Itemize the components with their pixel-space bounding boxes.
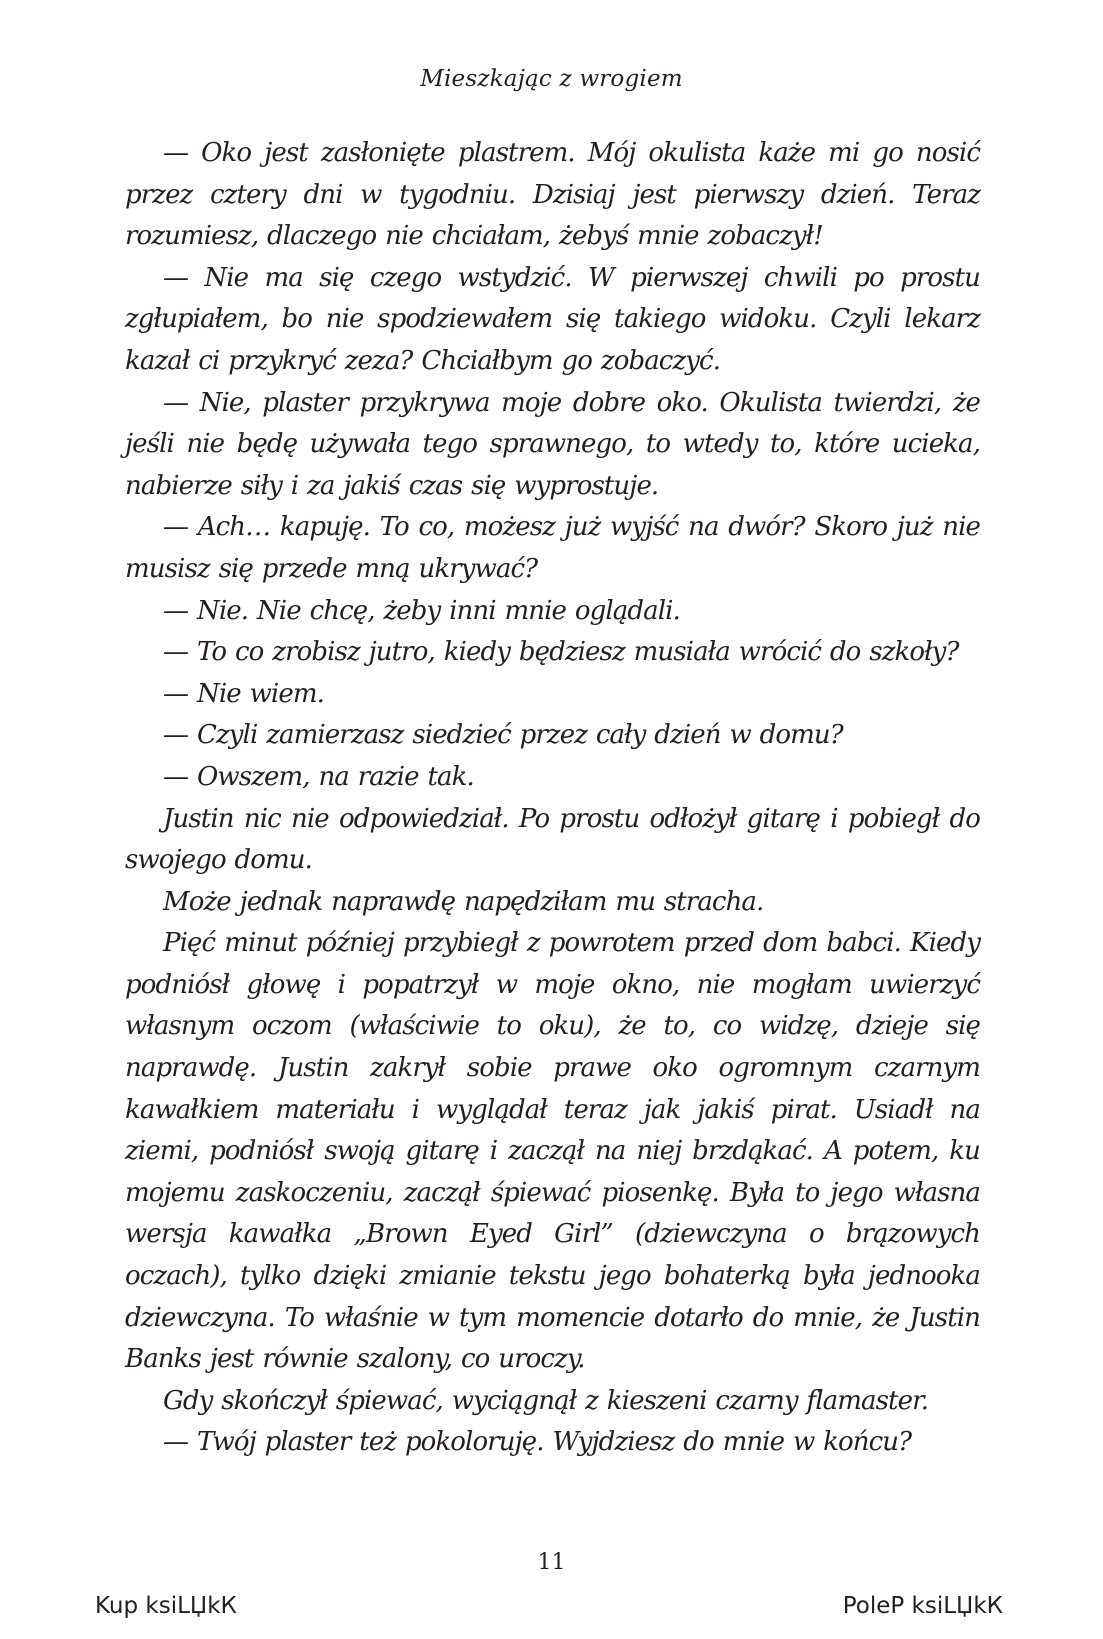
paragraph: — Oko jest zasłonięte plastrem. Mój okulista każe mi go nosić przez cztery dni w tygodniu. Dzisiaj jest pierwszy dzień. Teraz rozumiesz, dlaczego nie chciałam, żebyś mnie zobaczył! [125,138,980,252]
body-text [125,133,980,1464]
paragraph: — Nie wiem. [163,678,324,709]
paragraph: Może jednak naprawdę napędziłam mu stracha. [163,886,764,917]
buy-book-link[interactable]: Kup ksiLЏkК [95,1593,237,1619]
paragraph: — Nie ma się czego wstydzić. W pierwszej chwili po prostu zgłupiałem, bo nie spodziewałem się takiego widoku. Czyli lekarz kazał ci przykryć zeza? Chciałbym go zobaczyć. [125,262,980,376]
paragraph: — Ach… kapuję. To co, możesz już wyjść na dwór? Skoro już nie musisz się przede mną ukrywać? [125,512,980,584]
paragraph: Pięć minut później przybiegł z powrotem przed dom babci. Kiedy podniósł głowę i popatrzył w moje okno, nie mogłam uwierzyć własnym oczom (właściwie to oku), że to, co widzę, dzieje się naprawdę. Justin zakrył sobie prawe oko ogromnym czarnym kawałkiem materiału i wyglądał teraz jak jakiś pirat. Usiadł na ziemi, podniósł swoją gitarę i zaczął na niej brzdąkać. A potem, ku mojemu zaskoczeniu, zaczął śpiewać piosenkę. Była to jego własna wersja kawałka „Brown Eyed Girl” (dziewczyna o brązowych oczach), tylko dzięki zmianie tekstu jego bohaterką była jednooka dziewczyna. To właśnie w tym momencie dotarło do mnie, że Justin Banks jest równie szalony, co uroczy. [125,928,980,1375]
recommend-book-link[interactable]: PoleР ksiLЏkК [842,1593,1003,1619]
paragraph: — Czyli zamierzasz siedzieć przez cały dzień w domu? [163,720,843,751]
paragraph: — To co zrobisz jutro, kiedy będziesz musiała wrócić do szkoły? [163,637,959,668]
running-header: Mieszkając z wrogiem [420,66,683,92]
paragraph: — Nie. Nie chcę, żeby inni mnie oglądali. [163,595,680,626]
paragraph: — Owszem, na razie tak. [163,761,474,792]
paragraph: — Nie, plaster przykrywa moje dobre oko. Okulista twierdzi, że jeśli nie będę używała tego sprawnego, to wtedy to, które ucieka, nabierze siły i za jakiś czas się wyprostuje. [125,387,980,501]
page-number: 11 [537,1550,566,1575]
paragraph: Gdy skończył śpiewać, wyciągnął z kieszeni czarny flamaster. [163,1385,929,1416]
paragraph: — Twój plaster też pokoloruję. Wyjdziesz do mnie w końcu? [163,1427,912,1458]
paragraph: Justin nic nie odpowiedział. Po prostu odłożył gitarę i pobiegł do swojego domu. [125,803,980,876]
